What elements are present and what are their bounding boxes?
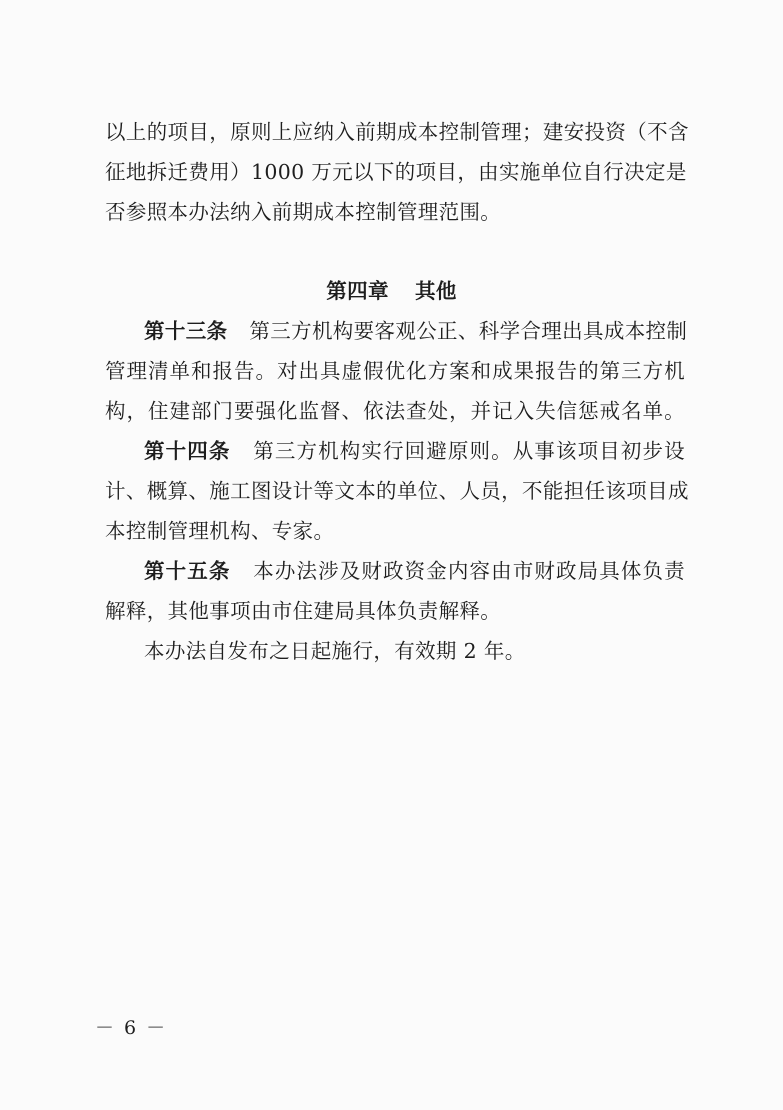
article-15-first-line — [144, 557, 685, 585]
article-14-line-1: 第三方机构实行回避原则。从事该项目初步设 — [252, 439, 685, 463]
article-14-first-line — [144, 437, 685, 465]
paragraph-1-line-1: 以上的项目，原则上应纳入前期成本控制管理；建安投资（不含 — [105, 120, 689, 144]
article-15-line-1: 本办法涉及财政资金内容由市财政局具体负责 — [252, 559, 685, 583]
article-15-line-2: 解释，其他事项由市住建局具体负责解释。 — [105, 599, 502, 623]
article-14-line-2: 计、概算、施工图设计等文本的单位、人员，不能担任该项目成 — [105, 479, 689, 503]
chapter-number: 第四章 — [326, 279, 389, 303]
article-13-line-1: 第三方机构要客观公正、科学合理出具成本控制 — [249, 319, 688, 343]
article-13-line-3: 构，住建部门要强化监督、依法查处，并记入失信惩戒名单。 — [105, 399, 685, 423]
article-14-line-3: 本控制管理机构、专家。 — [105, 519, 335, 543]
page-number: － 6 － — [95, 1017, 168, 1039]
article-13-line-2: 管理清单和报告。对出具虚假优化方案和成果报告的第三方机 — [105, 359, 685, 383]
article-15-label: 第十五条 — [144, 559, 231, 583]
article-13-first-line — [144, 317, 688, 345]
chapter-title: 其他 — [414, 279, 457, 303]
paragraph-1-line-2: 征地拆迁费用）1000 万元以下的项目，由实施单位自行决定是 — [105, 160, 687, 184]
article-14-label: 第十四条 — [144, 439, 231, 463]
paragraph-1-line-3: 否参照本办法纳入前期成本控制管理范围。 — [105, 200, 502, 224]
article-13-label: 第十三条 — [144, 319, 228, 343]
effective-clause: 本办法自发布之日起施行，有效期 2 年。 — [144, 639, 526, 663]
chapter-heading — [0, 277, 783, 305]
